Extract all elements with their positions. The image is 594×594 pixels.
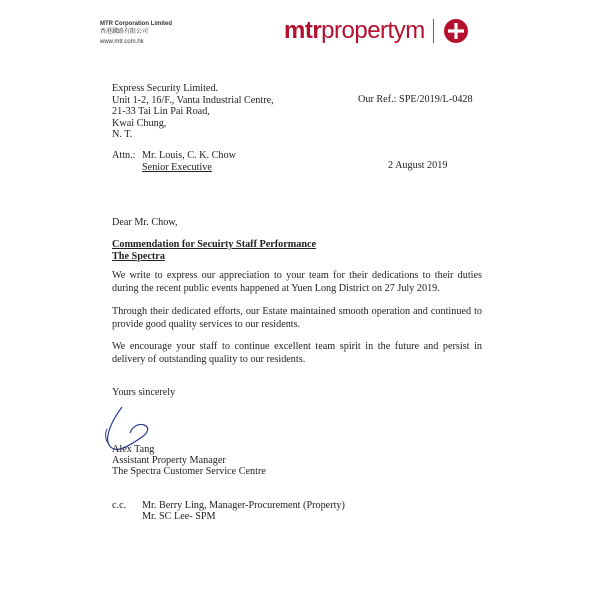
subject-line-1: Commendation for Secuirty Staff Performance — [112, 239, 317, 250]
mtr-logo-icon — [444, 19, 468, 43]
attn-title: Senior Executive — [142, 162, 212, 173]
address-line: Unit 1-2, 16/F., Vanta Industrial Centre, — [112, 94, 274, 106]
company-name-zh: 香港鐵路有限公司 — [100, 29, 149, 35]
signatory-office: The Spectra Customer Service Centre — [112, 466, 266, 477]
brand-wordmark-a: mtr — [284, 17, 322, 44]
salutation: Dear Mr. Chow, — [112, 217, 178, 228]
brand-logo — [284, 16, 468, 46]
address-line: 21-33 Tai Lin Pai Road, — [112, 106, 210, 117]
cc-line-2: Mr. SC Lee- SPM — [142, 511, 216, 522]
our-reference: Our Ref.: SPE/2019/L-0428 — [358, 94, 473, 105]
cc-label: c.c. — [112, 500, 127, 511]
closing: Yours sincerely — [112, 387, 176, 398]
brand-divider — [433, 19, 434, 43]
corp-info — [100, 20, 172, 46]
attn-label: Attn.: — [112, 150, 136, 161]
address-line: Express Security Limited. — [112, 83, 219, 94]
brand-wordmark-b: propertym — [321, 17, 425, 44]
attn-name: Mr. Louis, C. K. Chow — [142, 150, 236, 161]
body-paragraph-3: We encourage your staff to continue excellent team spirit in the future and persist in delivery of outstanding quality to our residents. — [112, 341, 482, 365]
cc-line-1: Mr. Berry Ling, Manager-Procurement (Property) — [142, 500, 345, 511]
company-website: www.mtr.com.hk — [100, 39, 144, 45]
address-line: Kwai Chung, — [112, 117, 167, 129]
company-name-en: MTR Corporation Limited — [100, 21, 172, 27]
address-line: N. T. — [112, 129, 133, 140]
signatory-name: Alex Tang — [112, 444, 155, 455]
signatory-title: Assistant Property Manager — [112, 455, 226, 466]
body-paragraph-1: We write to express our appreciation to your team for their dedications to their duties during the recent public events happened at Yuen Long District on 27 July 2019. — [112, 270, 482, 294]
subject-line-2: The Spectra — [112, 251, 165, 262]
brand-wordmark — [284, 17, 425, 45]
letter-date: 2 August 2019 — [388, 160, 448, 171]
recipient-address — [112, 83, 274, 141]
body-paragraph-2: Through their dedicated efforts, our Estate maintained smooth operation and continued to provide good quality services to our residents. — [112, 306, 482, 330]
